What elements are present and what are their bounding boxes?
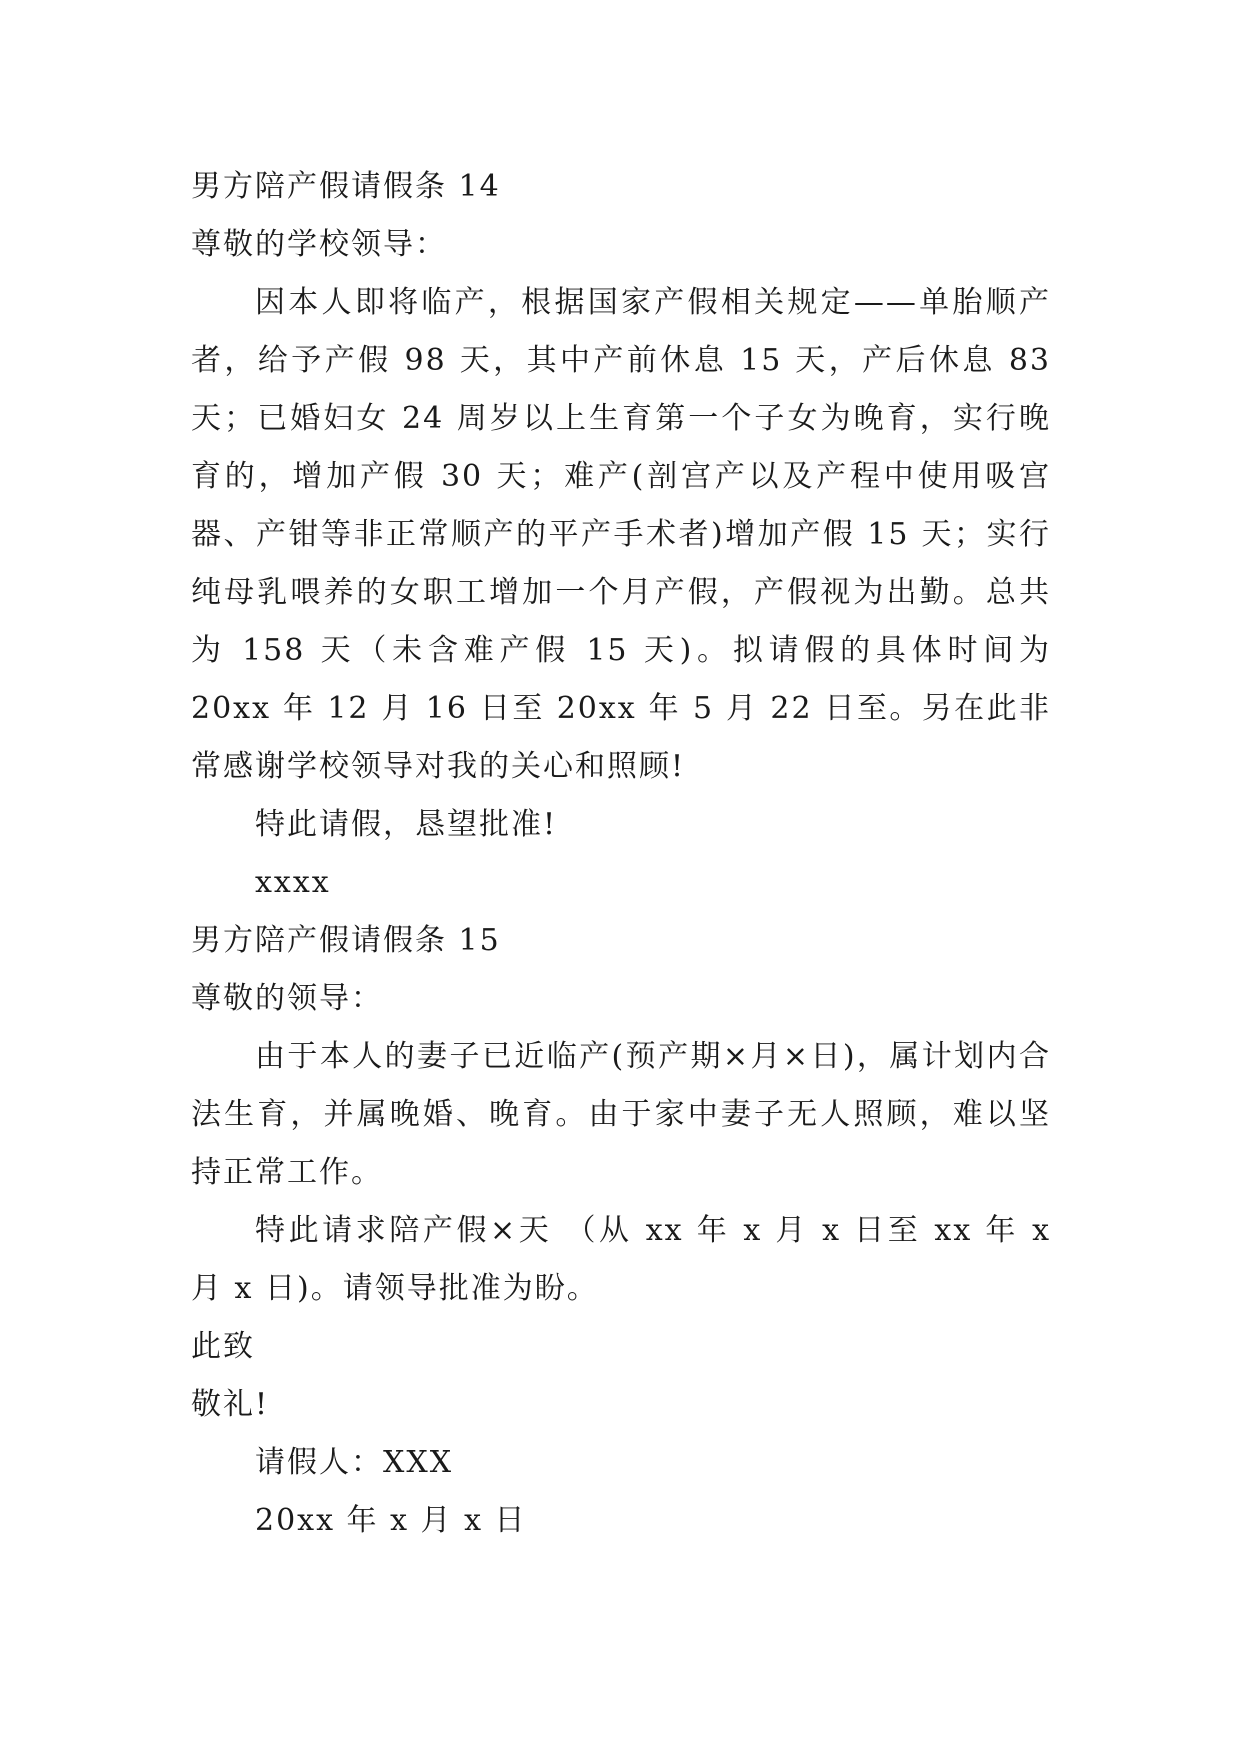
greeting-line-1: 此致 (191, 1329, 255, 1364)
letter-date: 20xx 年 x 月 x 日 (255, 1503, 527, 1538)
salutation: 尊敬的领导： (191, 981, 383, 1016)
leave-letter-14 (191, 158, 1051, 912)
document-page (191, 158, 1051, 1550)
greeting-line-2: 敬礼! (191, 1387, 270, 1422)
leave-letter-15 (191, 912, 1051, 1550)
applicant-signature: 请假人：XXX (255, 1445, 454, 1480)
request-paragraph: 特此请求陪产假×天 （从 xx 年 x 月 x 日至 xx 年 x 月 x 日)。请领导批准为盼。 (191, 1213, 1051, 1306)
signature: xxxx (255, 865, 331, 900)
letter-body: 因本人即将临产，根据国家产假相关规定——单胎顺产者，给予产假 98 天，其中产前休息 15 天，产后休息 83 天；已婚妇女 24 周岁以上生育第一个子女为晚育，实行晚育的，增加产假 30 天；难产(剖宫产以及产程中使用吸宫器、产钳等非正常顺产的平产手术者)增加产假 15 天；实行纯母乳喂养的女职工增加一个月产假，产假视为出勤。总共为 158 天（未含难产假 15 天)。拟请假的具体时间为 20xx 年 12 月 16 日至 20xx 年 5 月 22 日至。另在此非常感谢学校领导对我的关心和照顾! (191, 285, 1051, 784)
salutation: 尊敬的学校领导： (191, 227, 447, 262)
letter-body: 由于本人的妻子已近临产(预产期×月×日)，属计划内合法生育，并属晚婚、晚育。由于家中妻子无人照顾，难以坚持正常工作。 (191, 1039, 1051, 1190)
letter-title: 男方陪产假请假条 15 (191, 923, 501, 958)
closing-line: 特此请假，恳望批准! (255, 807, 558, 842)
letter-title: 男方陪产假请假条 14 (191, 169, 501, 204)
